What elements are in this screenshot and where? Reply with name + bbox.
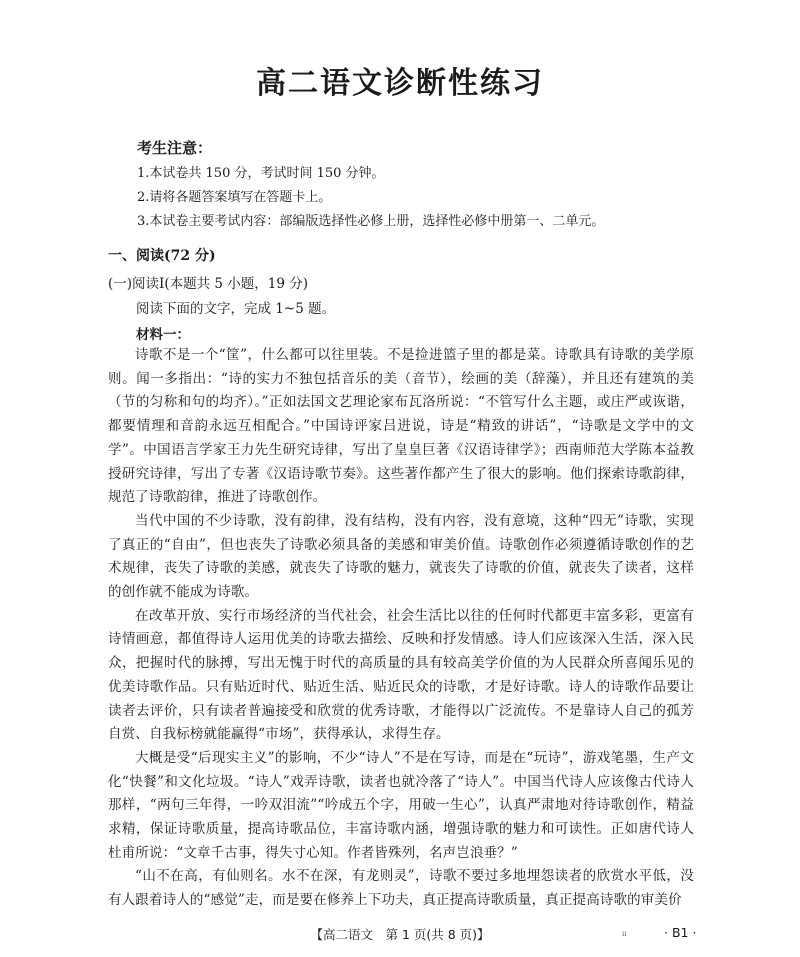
subsection-heading: (一)阅读Ⅰ(本题共 5 小题，19 分)	[108, 276, 309, 292]
section-heading: 一、阅读(72 分)	[108, 248, 216, 264]
footer-mark: ᵢᵢ	[622, 926, 627, 939]
passage-body	[108, 344, 694, 913]
notice-heading: 考生注意：	[137, 139, 213, 157]
reading-instruction: 阅读下面的文字，完成 1~5 题。	[136, 301, 336, 317]
notice-item-3: 3.本试卷主要考试内容：部编版选择性必修上册，选择性必修中册第一、二单元。	[137, 214, 605, 229]
passage-paragraph-5: “山不在高，有仙则名。水不在深，有龙则灵”，诗歌不要过多地埋怨读者的欣赏水平低，没有人跟着诗人的“感觉”走，而是要在修养上下功夫，真正提高诗歌质量，真正提高诗歌的审美价	[108, 868, 694, 909]
notice-item-2: 2.请将各题答案填写在答题卡上。	[137, 190, 332, 205]
material-label: 材料一：	[136, 327, 190, 343]
passage-paragraph-4: 大概是受“后现实主义”的影响，不少“诗人”不是在写诗，而是在“玩诗”，游戏笔墨，生产文化“快餐”和文化垃圾。“诗人”戏弄诗歌，读者也就冷落了“诗人”。中国当代诗人应该像古代诗人那样，“两句三年得，一吟双泪流”“吟成五个字，用破一生心”，认真严肃地对待诗歌创作，精益求精，保证诗歌质量，提高诗歌品位，丰富诗歌内涵，增强诗歌的魅力和可读性。正如唐代诗人杜甫所说：“文章千古事，得失寸心知。作者皆殊列，名声岂浪垂？”	[108, 749, 694, 861]
page-footer: 【高二语文 第 1 页(共 8 页)】	[310, 927, 490, 942]
passage-paragraph-1: 诗歌不是一个“筐”，什么都可以往里装。不是捡进篮子里的都是菜。诗歌具有诗歌的美学原则。闻一多指出：“诗的实力不独包括音乐的美（音节），绘画的美（辞藻），并且还有建筑的美（节的匀称和句的均齐）。”正如法国文艺理论家布瓦洛所说：“不管写什么主题，或庄严或诙谐，都要情理和音韵永远互相配合。”中国诗评家吕进说，诗是“精致的讲话”，“诗歌是文学中的文学”。中国语言学家王力先生研究诗律，写出了皇皇巨著《汉语诗律学》；西南师范大学陈本益教授研究诗律，写出了专著《汉语诗歌节奏》。这些著作都产生了很大的影响。他们探索诗歌韵律，规范了诗歌韵律，推进了诗歌创作。	[108, 347, 694, 506]
passage-paragraph-2: 当代中国的不少诗歌，没有韵律，没有结构，没有内容，没有意境，这种“四无”诗歌，实现了真正的“自由”，但也丧失了诗歌必须具备的美感和审美价值。诗歌创作必须遵循诗歌创作的艺术规律，丧失了诗歌的美感，就丧失了诗歌的魅力，就丧失了诗歌的价值，就丧失了读者，这样的创作就不能成为诗歌。	[108, 512, 694, 601]
candidate-notice	[137, 137, 604, 234]
footer-code: · B1 ·	[664, 925, 697, 940]
passage-paragraph-3: 在改革开放、实行市场经济的当代社会，社会生活比以往的任何时代都更丰富多彩，更富有诗情画意，都值得诗人运用优美的诗歌去描绘、反映和抒发情感。诗人们应该深入生活，深入民众，把握时代的脉搏，写出无愧于时代的高质量的具有较高美学价值的为人民群众所喜闻乐见的优美诗歌作品。只有贴近时代、贴近生活、贴近民众的诗歌，才是好诗歌。诗人的诗歌作品要让读者去评价，只有读者普遍接受和欣赏的优秀诗歌，才能得以广泛流传。不是靠诗人自己的孤芳自赏、自我标榜就能赢得“市场”，获得承认，求得生存。	[108, 607, 694, 743]
notice-item-1: 1.本试卷共 150 分，考试时间 150 分钟。	[137, 166, 385, 181]
page-title: 高二语文诊断性练习	[256, 66, 544, 101]
